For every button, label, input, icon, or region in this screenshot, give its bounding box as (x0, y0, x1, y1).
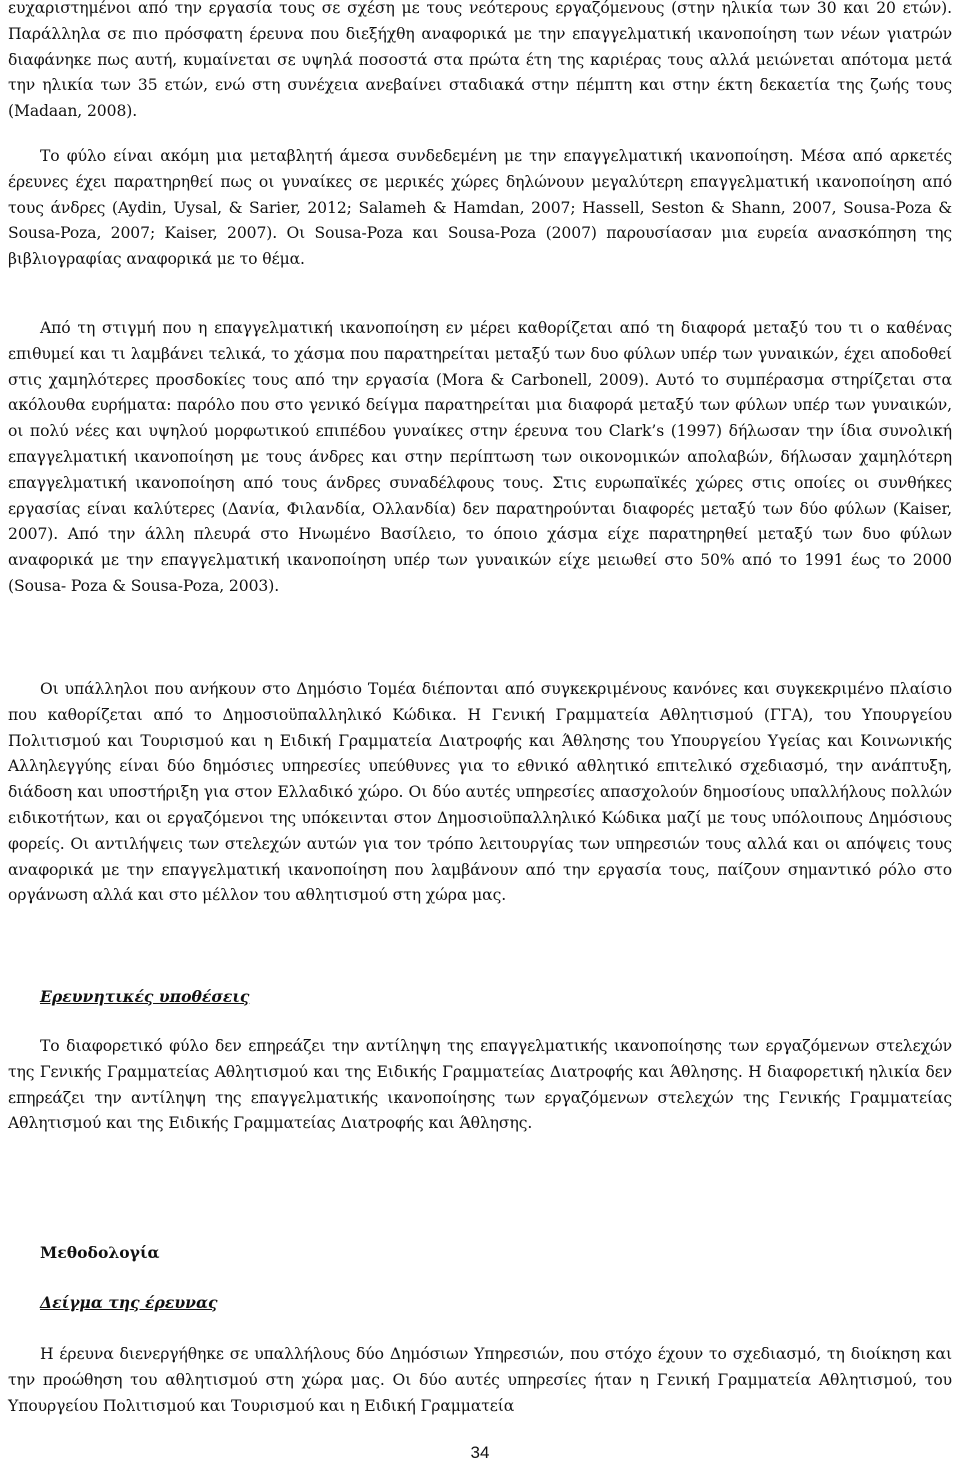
paragraph-sample: Η έρευνα διενεργήθηκε σε υπαλλήλους δύο Δημόσιων Υπηρεσιών, που στόχο έχουν το σχεδιασμό, τη διοίκηση και την προώθηση του αθλητισμού στη χώρα μας. Οι δύο αυτές υπηρεσίες ήταν η Γενική Γραμματεία Αθλητισμού, του Υπουργείου Πολιτισμού και Τουρισμού και η Ειδική Γραμματεία (8, 1345, 952, 1415)
paragraph-age-satisfaction: ευχαριστημένοι από την εργασία τους σε σχέση με τους νεότερους εργαζόμενους (στην ηλικία των 30 και 20 ετών). Παράλληλα σε πιο πρόσφατη έρευνα που διεξήχθη αναφορικά με την επαγγελματική ικανοποίηση των νέων γιατρών διαφάνηκε πως αυτή, κυμαίνεται σε υψηλά ποσοστά στα πρώτα έτη της καριέρας τους αλλά μειώνεται απότομα μετά την ηλικία των 35 ετών, ενώ στη συνέχεια ανεβαίνει σταδιακά στην πέμπτη και στην έκτη δεκαετία της ζωής τους (Madaan, 2008). (8, 0, 952, 121)
paragraph-hypotheses: Το διαφορετικό φύλο δεν επηρεάζει την αντίληψη της επαγγελματικής ικανοποίησης των εργαζόμενων στελεχών της Γενικής Γραμματείας Αθλητισμού και της Ειδικής Γραμματείας Διατροφής και Άθλησης. Η διαφορετική ηλικία δεν επηρεάζει την αντίληψη της επαγγελματικής ικανοποίησης των εργαζόμενων στελεχών της Γενικής Γραμματείας Αθλητισμού και της Ειδικής Γραμματείας Διατροφής και Άθλησης. (8, 1037, 952, 1133)
heading-research-sample: Δείγμα της έρευνας (40, 1293, 218, 1312)
heading-methodology: Μεθοδολογία (40, 1243, 160, 1262)
paragraph-gender-variable: Το φύλο είναι ακόμη μια μεταβλητή άμεσα συνδεδεμένη με την επαγγελματική ικανοποίηση. Μέσα από αρκετές έρευνες έχει παρατηρηθεί πως οι γυναίκες σε μερικές χώρες δηλώνουν μεγαλύτερη επαγγελματική ικανοποίηση από τους άνδρες (Aydin, Uysal, & Sarier, 2012; Salameh & Hamdan, 2007; Hassell, Seston & Shann, 2007, Sousa-Poza & Sousa-Poza, 2007; Kaiser, 2007). Οι Sousa-Poza και Sousa-Poza (2007) παρουσίασαν μια ευρεία ανασκόπηση της βιβλιογραφίας αναφορικά με το θέμα. (8, 147, 952, 269)
page-number: 34 (470, 1443, 490, 1462)
paragraph-gender-gap: Από τη στιγμή που η επαγγελματική ικανοποίηση εν μέρει καθορίζεται από τη διαφορά μεταξύ του τι ο καθένας επιθυμεί και τι λαμβάνει τελικά, το χάσμα που παρατηρείται μεταξύ των δυο φύλων υπέρ των γυναικών, έχει αποδοθεί στις χαμηλότερες προσδοκίες τους από την εργασία (Mora & Carbonell, 2009). Αυτό το συμπέρασμα στηρίζεται στα ακόλουθα ευρήματα: παρόλο που στο γενικό δείγμα παρατηρείται μια διαφορά μεταξύ των φύλων υπέρ των γυναικών, οι πολύ νέες και υψηλού μορφωτικού επιπέδου γυναίκες στην έρευνα του Clark’s (1997) δήλωσαν την ίδια συνολική επαγγελματική ικανοποίηση με τους άνδρες και στην περίπτωση των οικονομικών απολαβών, δήλωσαν χαμηλότερη επαγγελματική ικανοποίηση από τους άνδρες συναδέλφους τους. Στις ευρωπαϊκές χώρες στις οποίες οι συνθήκες εργασίας είναι καλύτερες (Δανία, Φιλανδία, Ολλανδία) δεν παρατηρούνται διαφορές μεταξύ των δύο φύλων (Kaiser, 2007). Από την άλλη πλευρά στο Ηνωμένο Βασίλειο, το όποιο χάσμα είχε παρατηρηθεί μεταξύ των δυο φύλων αναφορικά με την επαγγελματική ικανοποίηση υπέρ των γυναικών είχε μειωθεί στο 50% από το 1991 έως το 2000 (Sousa- Poza & Sousa-Poza, 2003). (8, 319, 952, 595)
paragraph-public-sector: Οι υπάλληλοι που ανήκουν στο Δημόσιο Τομέα διέπονται από συγκεκριμένους κανόνες και συγκεκριμένο πλαίσιο που καθορίζεται από το Δημοσιοϋπαλληλικό Κώδικα. Η Γενική Γραμματεία Αθλητισμού (ΓΓΑ), του Υπουργείου Πολιτισμού και Τουρισμού και η Ειδική Γραμματεία Διατροφής και Άθλησης του Υπουργείου Υγείας και Κοινωνικής Αλληλεγγύης είναι δύο δημόσιες υπηρεσίες υπεύθυνες για το εθνικό αθλητικό επιτελικό σχεδιασμό, την ανάπτυξη, διάδοση και υποστήριξη για στον Ελλαδικό χώρο. Οι δύο αυτές υπηρεσίες απασχολούν δημοσίους υπαλλήλους πολλών ειδικοτήτων, και οι εργαζόμενοι της υπόκεινται στον Δημοσιοϋπαλληλικό Κώδικα μαζί με τους υπόλοιπους Δημόσιους φορείς. Οι αντιλήψεις των στελεχών αυτών για τον τρόπο λειτουργίας των υπηρεσιών τους αλλά και οι απόψεις τους αναφορικά με την επαγγελματική ικανοποίηση που λαμβάνουν από την εργασία τους, παίζουν σημαντικό ρόλο στο οργάνωση αλλά και στο μέλλον του αθλητισμού στη χώρα μας. (8, 680, 952, 905)
heading-research-hypotheses: Ερευνητικές υποθέσεις (40, 987, 250, 1006)
